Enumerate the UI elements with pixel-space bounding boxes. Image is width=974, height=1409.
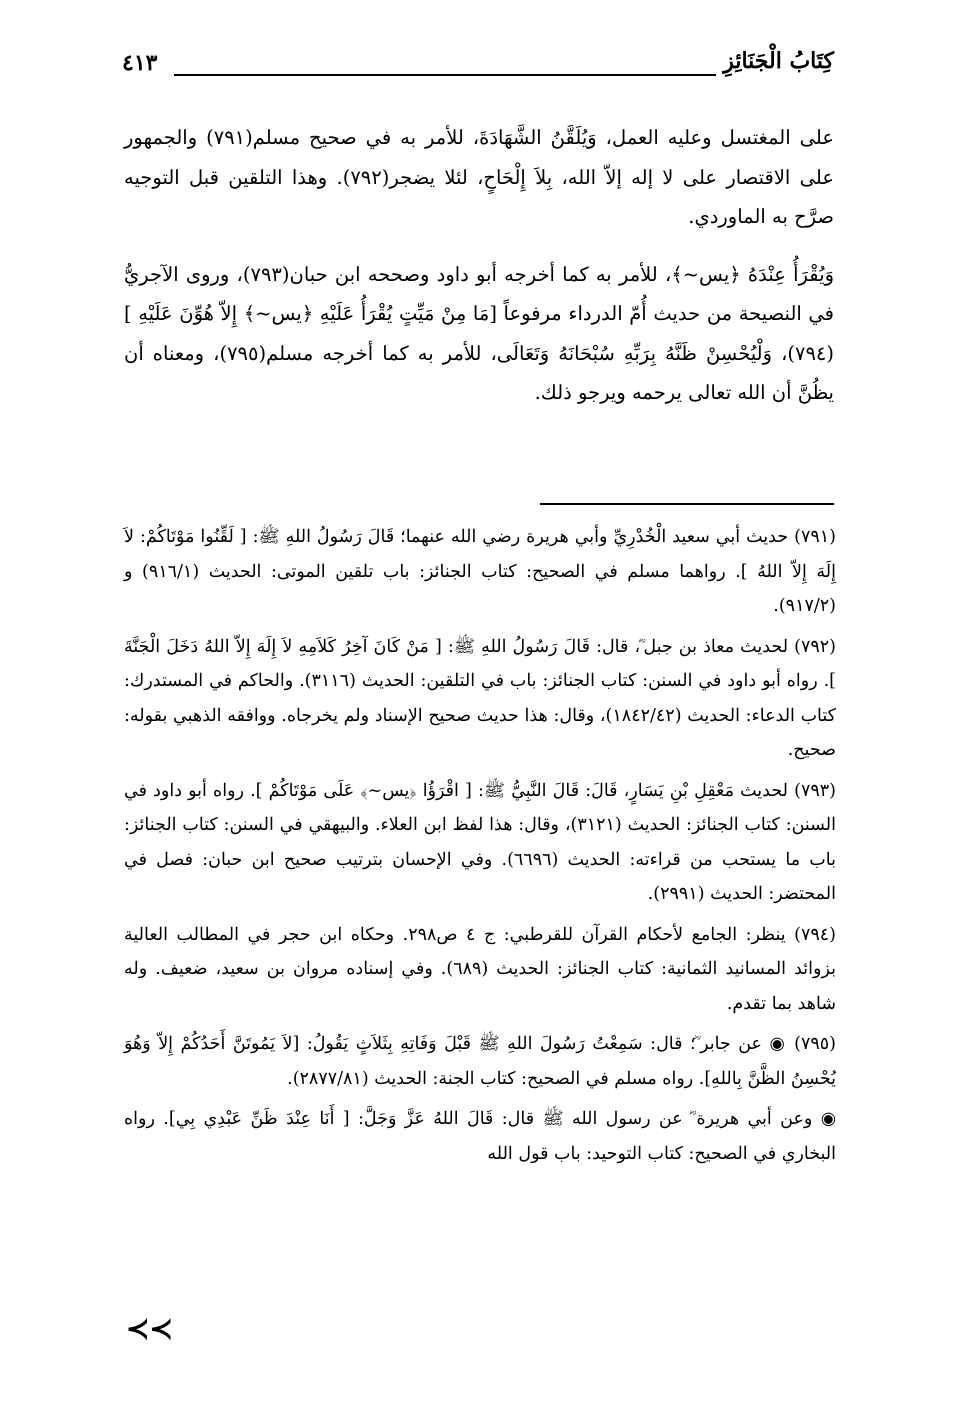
- footnote: (٧٩٢) لحديث معاذ بن جبل ؓ، قال: قَالَ رَسُولُ اللهِ ﷺ: [ مَنْ كَانَ آخِرُ كَلاَمِهِ لاَ إِلَهَ إِلاّ اللهُ دَخَلَ الْجَنَّةَ ]. رواه أبو داود في السنن: كتاب الجنائز: باب في التلقين: الحديث (٣١١٦). والحاكم في المستدرك: كتاب الدعاء: الحديث (١٨٤٢/٤٢)، وقال: هذا حديث صحيح الإسناد ولم يخرجاه. ووافقه الذهبي بقوله: صحيح.: [124, 636, 836, 760]
- main-text: [124, 118, 834, 413]
- paragraph: وَيُقْرَأُ عِنْدَهُ ﴿يس~﴾، للأمر به كما أخرجه أبو داود وصححه ابن حبان(٧٩٣)، وروى الآجريُّ في النصيحة من حديث أُمّ الدرداء مرفوعاً [مَا مِنْ مَيِّتٍ يُقْرَأُ عَلَيْهِ ﴿يس~﴾ إِلاّ هُوِّنَ عَلَيْهِ ](٧٩٤)، وَلْيُحْسِنْ ظَنَّهُ بِرَبِّهِ سُبْحَانَهُ وَتَعَالَى، للأمر به كما أخرجه مسلم(٧٩٥)، ومعناه أن يظُنَّ أن الله تعالى يرحمه ويرجو ذلك.: [124, 262, 834, 404]
- footnotes: [124, 520, 836, 1177]
- page-number: ٤١٣: [122, 50, 158, 76]
- footnote: ◉ وعن أبي هريرة ؓ عن رسول الله ﷺ قال: قَالَ اللهُ عَزَّ وَجَلَّ: [ أَنَا عِنْدَ ظَنِّ عَبْدِي بِي]. رواه البخاري في الصحيح: كتاب التوحيد: باب قول الله: [124, 1109, 836, 1164]
- chapter-title: كِتَابُ الْجَنَائِزِ: [723, 48, 834, 74]
- footnote: (٧٩٤) ينظر: الجامع لأحكام القرآن للقرطبي: ج ٤ ص٢٩٨. وحكاه ابن حجر في المطالب العالية بزوائد المسانيد الثمانية: كتاب الجنائز: الحديث (٦٨٩). وفي إسناده مروان بن سعيد، ضعيف. وله شاهد بما تقدم.: [124, 924, 836, 1014]
- footnote: (٧٩٥) ◉ عن جابر ؓ؛ قال: سَمِعْتُ رَسُولَ اللهِ ﷺ قَبْلَ وَفَاتِهِ بِثَلاَثٍ يَقُولُ: [لاَ يَمُوتَنَّ أَحَدُكُمْ إِلاّ وَهُوَ يُحْسِنُ الظَّنَّ بِاللهِ]. رواه مسلم في الصحيح: كتاب الجنة: الحديث (٢٨٧٧/٨١).: [124, 1034, 836, 1089]
- footnote: (٧٩١) حديث أبي سعيد الْخُدْرِيِّ وأبي هريرة رضي الله عنهما؛ قَالَ رَسُولُ اللهِ ﷺ: [ لَقِّنُوا مَوْتَاكُمْ: لاَ إِلَهَ إِلاّ اللهُ ]. رواهما مسلم في الصحيح: كتاب الجنائز: باب تلقين الموتى: الحديث (٩١٦/١) و (٩١٧/٢).: [124, 527, 836, 616]
- running-header: [122, 46, 834, 86]
- continue-marker: ≺≺: [126, 1312, 173, 1345]
- header-rule: [174, 74, 716, 76]
- footnote-divider: [540, 503, 834, 505]
- paragraph: على المغتسل وعليه العمل، وَيُلَقَّنُ الشَّهَادَةَ، للأمر به في صحيح مسلم(٧٩١) والجمهور على الاقتصار على لا إله إلاّ الله، بِلاَ إِلْحَاحٍ، لئلا يضجر(٧٩٢). وهذا التلقين قبل التوجيه صرَّح به الماوردي.: [124, 126, 834, 228]
- footnote: (٧٩٣) لحديث مَعْقِلِ بْنِ يَسَارٍ، قَالَ: قَالَ النَّبِيُّ ﷺ: [ اقْرَؤُا ﴿يس~﴾ عَلَى مَوْتَاكُمْ ]. رواه أبو داود في السنن: كتاب الجنائز: الحديث (٣١٢١)، وقال: هذا لفظ ابن العلاء. والبيهقي في السنن: كتاب الجنائز: باب ما يستحب من قراءته: الحديث (٦٦٩٦). وفي الإحسان بترتيب صحيح ابن حبان: فصل في المحتضر: الحديث (٢٩٩١).: [124, 780, 836, 904]
